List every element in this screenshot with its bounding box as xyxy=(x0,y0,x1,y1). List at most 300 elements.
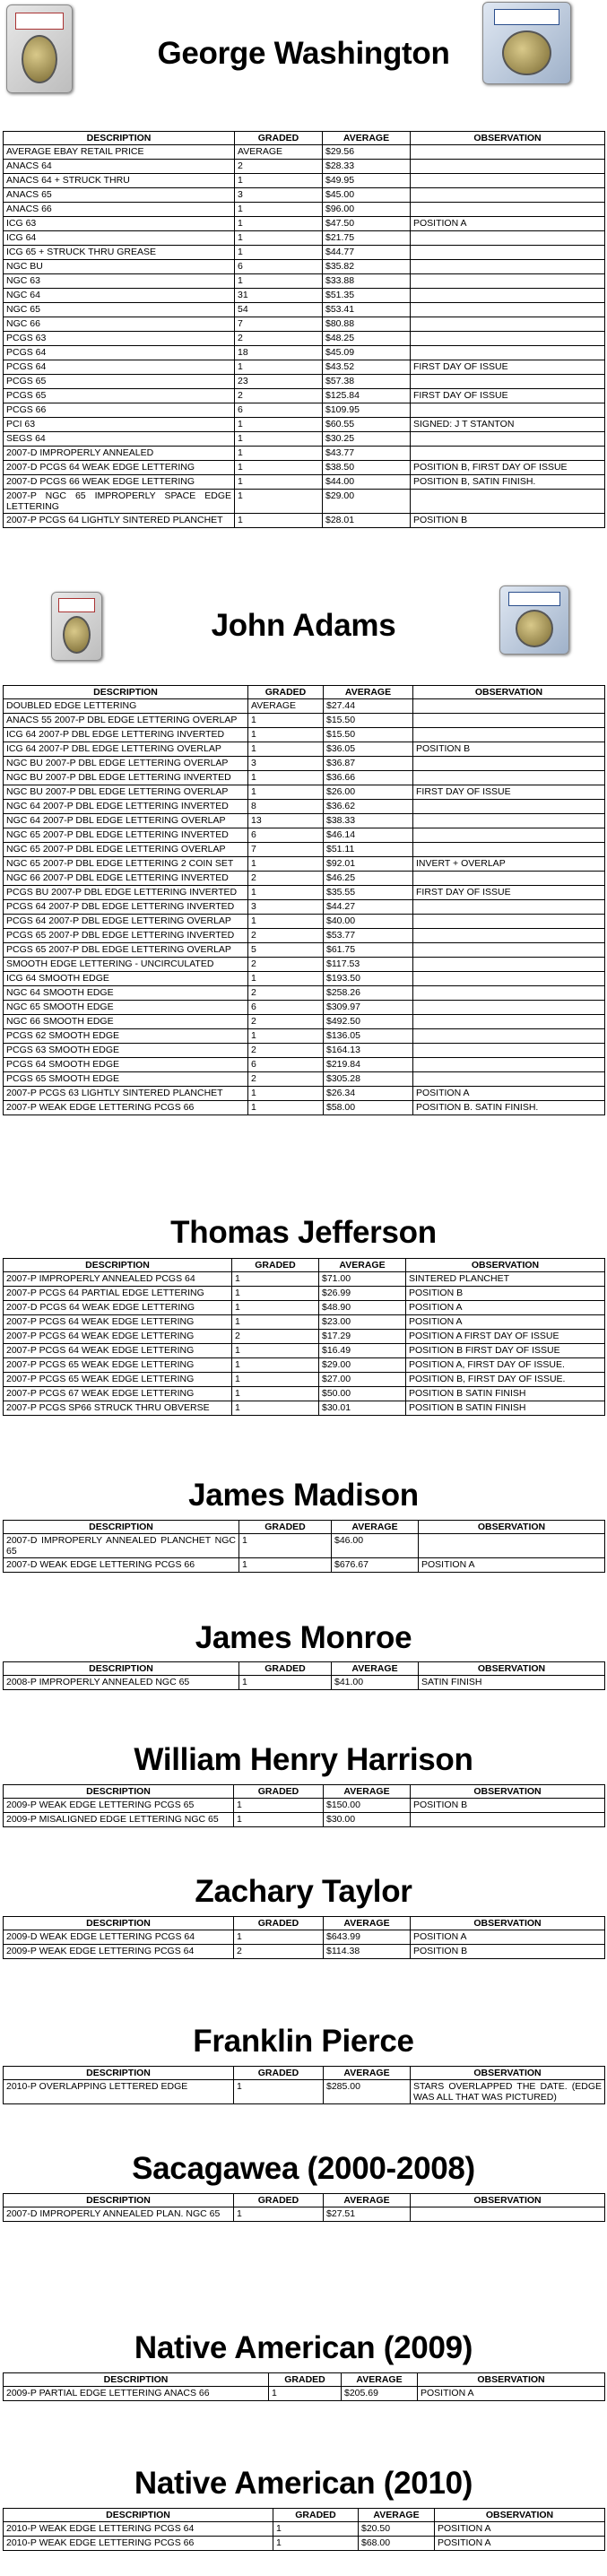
cell-description: PCGS 65 SMOOTH EDGE xyxy=(4,1072,248,1087)
table-row xyxy=(4,274,605,289)
cell-description: NGC BU xyxy=(4,260,235,274)
cell-graded: 3 xyxy=(248,757,324,771)
table-row xyxy=(4,1387,605,1401)
john-adams-price-table xyxy=(3,685,605,1115)
column-header-average: AVERAGE xyxy=(359,2509,435,2522)
cell-average: $44.00 xyxy=(323,475,411,490)
cell-graded: 2 xyxy=(248,986,324,1001)
table-row xyxy=(4,418,605,432)
cell-description: 2007-P PCGS 64 PARTIAL EDGE LETTERING xyxy=(4,1287,232,1301)
cell-description: 2008-P IMPROPERLY ANNEALED NGC 65 xyxy=(4,1676,239,1690)
cell-observation: POSITION B xyxy=(411,1945,605,1959)
cell-observation xyxy=(413,972,605,986)
cell-observation: POSITION A xyxy=(406,1301,605,1315)
cell-average: $58.00 xyxy=(324,1101,413,1115)
column-header-graded: GRADED xyxy=(234,1785,324,1799)
table-row xyxy=(4,432,605,447)
cell-graded: 1 xyxy=(235,360,323,375)
cell-graded: 6 xyxy=(248,1058,324,1072)
cell-average: $30.00 xyxy=(324,1813,411,1827)
cell-observation xyxy=(413,958,605,972)
cell-graded: 1 xyxy=(248,785,324,800)
column-header-graded: GRADED xyxy=(239,1662,332,1676)
james-monroe-price-table xyxy=(3,1661,605,1690)
cell-description: 2009-P WEAK EDGE LETTERING PCGS 64 xyxy=(4,1945,234,1959)
cell-observation: INVERT + OVERLAP xyxy=(413,857,605,872)
cell-average: $29.56 xyxy=(323,145,411,160)
cell-average: $117.53 xyxy=(324,958,413,972)
cell-average: $71.00 xyxy=(319,1272,406,1287)
table-row xyxy=(4,1344,605,1358)
cell-observation xyxy=(411,145,605,160)
cell-observation: STARS OVERLAPPED THE DATE. (EDGE WAS ALL THAT WAS PICTURED) xyxy=(411,2080,605,2104)
cell-graded: 1 xyxy=(235,447,323,461)
column-header-description: DESCRIPTION xyxy=(4,1917,234,1930)
cell-description: 2010-P WEAK EDGE LETTERING PCGS 66 xyxy=(4,2537,273,2551)
cell-observation xyxy=(413,1058,605,1072)
cell-average: $36.87 xyxy=(324,757,413,771)
cell-observation xyxy=(413,943,605,958)
cell-graded: 8 xyxy=(248,800,324,814)
cell-description: NGC 65 xyxy=(4,303,235,317)
cell-observation xyxy=(413,1015,605,1029)
cell-average: $51.35 xyxy=(323,289,411,303)
table-row xyxy=(4,360,605,375)
cell-description: NGC 64 2007-P DBL EDGE LETTERING INVERTED xyxy=(4,800,248,814)
table-header-row xyxy=(4,686,605,699)
table-row xyxy=(4,785,605,800)
cell-observation xyxy=(411,231,605,246)
cell-average: $309.97 xyxy=(324,1001,413,1015)
cell-average: $50.00 xyxy=(319,1387,406,1401)
cell-description: SEGS 64 xyxy=(4,432,235,447)
column-header-observation: OBSERVATION xyxy=(419,1521,605,1534)
table-row xyxy=(4,771,605,785)
cell-average: $125.84 xyxy=(323,389,411,403)
cell-graded: 2 xyxy=(248,1044,324,1058)
cell-graded: 1 xyxy=(235,418,323,432)
cell-observation xyxy=(411,317,605,332)
table-row xyxy=(4,958,605,972)
cell-description: 2007-P PCGS 64 LIGHTLY SINTERED PLANCHET xyxy=(4,514,235,528)
table-row xyxy=(4,1015,605,1029)
cell-description: PCGS 62 SMOOTH EDGE xyxy=(4,1029,248,1044)
cell-description: 2007-P PCGS 65 WEAK EDGE LETTERING xyxy=(4,1373,232,1387)
cell-graded: 6 xyxy=(235,260,323,274)
table-row xyxy=(4,1676,605,1690)
cell-average: $27.51 xyxy=(324,2207,411,2222)
cell-observation xyxy=(411,375,605,389)
cell-graded: 1 xyxy=(235,475,323,490)
william-henry-harrison-price-table xyxy=(3,1784,605,1827)
table-row xyxy=(4,1072,605,1087)
cell-average: $53.41 xyxy=(323,303,411,317)
table-row xyxy=(4,972,605,986)
cell-description: PCI 63 xyxy=(4,418,235,432)
table-row xyxy=(4,714,605,728)
cell-description: ICG 65 + STRUCK THRU GREASE xyxy=(4,246,235,260)
table-header-row xyxy=(4,2194,605,2207)
cell-average: $193.50 xyxy=(324,972,413,986)
cell-graded: 1 xyxy=(232,1401,319,1416)
cell-graded: 1 xyxy=(248,972,324,986)
table-row xyxy=(4,1930,605,1945)
cell-average: $41.00 xyxy=(332,1676,419,1690)
column-header-average: AVERAGE xyxy=(332,1521,419,1534)
column-header-description: DESCRIPTION xyxy=(4,132,235,145)
cell-description: 2007-D PCGS 66 WEAK EDGE LETTERING xyxy=(4,475,235,490)
column-header-average: AVERAGE xyxy=(324,2067,411,2080)
cell-observation: POSITION B FIRST DAY OF ISSUE xyxy=(406,1344,605,1358)
thomas-jefferson-title: Thomas Jefferson xyxy=(170,1215,437,1250)
table-header-row xyxy=(4,1662,605,1676)
cell-description: PCGS 65 2007-P DBL EDGE LETTERING INVERTED xyxy=(4,929,248,943)
cell-observation xyxy=(413,915,605,929)
table-row xyxy=(4,1087,605,1101)
table-row xyxy=(4,188,605,203)
table-row xyxy=(4,289,605,303)
cell-graded: 1 xyxy=(235,246,323,260)
cell-graded: 2 xyxy=(234,1945,324,1959)
cell-observation: POSITION B, SATIN FINISH. xyxy=(411,475,605,490)
cell-observation: POSITION B xyxy=(413,742,605,757)
cell-observation xyxy=(411,188,605,203)
cell-observation xyxy=(413,814,605,828)
table-row xyxy=(4,728,605,742)
cell-description: 2007-P PCGS SP66 STRUCK THRU OBVERSE xyxy=(4,1401,232,1416)
table-row xyxy=(4,828,605,843)
cell-observation: FIRST DAY OF ISSUE xyxy=(413,886,605,900)
william-henry-harrison-title: William Henry Harrison xyxy=(134,1742,473,1777)
cell-average: $36.66 xyxy=(324,771,413,785)
cell-observation xyxy=(413,771,605,785)
cell-description: PCGS 65 2007-P DBL EDGE LETTERING OVERLAP xyxy=(4,943,248,958)
cell-average: $29.00 xyxy=(319,1358,406,1373)
cell-description: ICG 63 xyxy=(4,217,235,231)
column-header-graded: GRADED xyxy=(235,132,323,145)
table-row xyxy=(4,490,605,514)
table-row xyxy=(4,389,605,403)
table-row xyxy=(4,699,605,714)
cell-average: $29.00 xyxy=(323,490,411,514)
cell-average: $21.75 xyxy=(323,231,411,246)
cell-average: $30.01 xyxy=(319,1401,406,1416)
cell-graded: 1 xyxy=(235,231,323,246)
cell-description: 2009-P MISALIGNED EDGE LETTERING NGC 65 xyxy=(4,1813,234,1827)
cell-graded: 1 xyxy=(248,771,324,785)
column-header-observation: OBSERVATION xyxy=(406,1259,605,1272)
native-american-2009-title: Native American (2009) xyxy=(134,2330,473,2365)
cell-description: NGC 66 SMOOTH EDGE xyxy=(4,1015,248,1029)
cell-graded: 6 xyxy=(248,1001,324,1015)
cell-graded: 1 xyxy=(248,742,324,757)
cell-description: PCGS 64 2007-P DBL EDGE LETTERING OVERLAP xyxy=(4,915,248,929)
cell-average: $305.28 xyxy=(324,1072,413,1087)
column-header-average: AVERAGE xyxy=(324,1917,411,1930)
cell-average: $48.25 xyxy=(323,332,411,346)
cell-description: AVERAGE EBAY RETAIL PRICE xyxy=(4,145,235,160)
table-row xyxy=(4,231,605,246)
cell-description: 2007-P PCGS 64 WEAK EDGE LETTERING xyxy=(4,1315,232,1330)
cell-average: $30.25 xyxy=(323,432,411,447)
cell-graded: 2 xyxy=(232,1330,319,1344)
cell-observation xyxy=(411,346,605,360)
table-row xyxy=(4,1945,605,1959)
cell-average: $33.88 xyxy=(323,274,411,289)
sacagawea-2000-2008-title: Sacagawea (2000-2008) xyxy=(132,2151,475,2186)
cell-description: ICG 64 SMOOTH EDGE xyxy=(4,972,248,986)
cell-average: $150.00 xyxy=(324,1799,411,1813)
cell-observation xyxy=(413,1001,605,1015)
table-row xyxy=(4,1373,605,1387)
cell-observation: SIGNED: J T STANTON xyxy=(411,418,605,432)
table-row xyxy=(4,461,605,475)
cell-description: 2010-P WEAK EDGE LETTERING PCGS 64 xyxy=(4,2522,273,2537)
cell-average: $51.11 xyxy=(324,843,413,857)
cell-observation: POSITION B, FIRST DAY OF ISSUE xyxy=(411,461,605,475)
cell-observation: FIRST DAY OF ISSUE xyxy=(411,360,605,375)
cell-observation: POSITION B, FIRST DAY OF ISSUE. xyxy=(406,1373,605,1387)
table-row xyxy=(4,900,605,915)
cell-observation: POSITION B. SATIN FINISH. xyxy=(413,1101,605,1115)
cell-graded: 1 xyxy=(248,915,324,929)
cell-average: $68.00 xyxy=(359,2537,435,2551)
cell-average: $60.55 xyxy=(323,418,411,432)
sacagawea-2000-2008-price-table xyxy=(3,2193,605,2222)
cell-average: $35.55 xyxy=(324,886,413,900)
cell-description: NGC 63 xyxy=(4,274,235,289)
table-row xyxy=(4,1029,605,1044)
table-header-row xyxy=(4,132,605,145)
cell-graded: 1 xyxy=(232,1358,319,1373)
cell-observation xyxy=(413,1072,605,1087)
column-header-description: DESCRIPTION xyxy=(4,2067,234,2080)
cell-observation xyxy=(411,447,605,461)
cell-average: $17.29 xyxy=(319,1330,406,1344)
cell-description: PCGS 64 xyxy=(4,360,235,375)
cell-observation xyxy=(411,490,605,514)
cell-description: 2007-D IMPROPERLY ANNEALED xyxy=(4,447,235,461)
cell-average: $49.95 xyxy=(323,174,411,188)
table-row xyxy=(4,217,605,231)
cell-graded: 1 xyxy=(232,1387,319,1401)
cell-description: 2007-P IMPROPERLY ANNEALED PCGS 64 xyxy=(4,1272,232,1287)
franklin-pierce-title: Franklin Pierce xyxy=(193,2024,414,2059)
cell-description: PCGS 66 xyxy=(4,403,235,418)
column-header-description: DESCRIPTION xyxy=(4,1521,239,1534)
column-header-graded: GRADED xyxy=(234,2194,324,2207)
cell-graded: 2 xyxy=(235,332,323,346)
table-header-row xyxy=(4,2373,605,2387)
column-header-graded: GRADED xyxy=(234,1917,324,1930)
cell-observation: FIRST DAY OF ISSUE xyxy=(411,389,605,403)
cell-description: 2009-P PARTIAL EDGE LETTERING ANACS 66 xyxy=(4,2387,269,2401)
table-row xyxy=(4,246,605,260)
cell-observation xyxy=(413,1029,605,1044)
table-row xyxy=(4,2080,605,2104)
cell-observation xyxy=(413,757,605,771)
table-row xyxy=(4,2537,605,2551)
cell-description: ANACS 64 xyxy=(4,160,235,174)
table-row xyxy=(4,986,605,1001)
cell-description: NGC BU 2007-P DBL EDGE LETTERING OVERLAP xyxy=(4,785,248,800)
cell-graded: 31 xyxy=(235,289,323,303)
cell-graded: 1 xyxy=(234,2080,324,2104)
cell-description: NGC 65 2007-P DBL EDGE LETTERING OVERLAP xyxy=(4,843,248,857)
column-header-graded: GRADED xyxy=(232,1259,319,1272)
cell-description: PCGS 64 2007-P DBL EDGE LETTERING INVERTED xyxy=(4,900,248,915)
cell-description: 2007-P WEAK EDGE LETTERING PCGS 66 xyxy=(4,1101,248,1115)
table-row xyxy=(4,1401,605,1416)
cell-graded: 7 xyxy=(248,843,324,857)
cell-average: $44.27 xyxy=(324,900,413,915)
table-row xyxy=(4,1044,605,1058)
column-header-observation: OBSERVATION xyxy=(418,2373,605,2387)
cell-description: 2007-P NGC 65 IMPROPERLY SPACE EDGE LETTERING xyxy=(4,490,235,514)
cell-observation xyxy=(413,728,605,742)
cell-description: 2007-P PCGS 64 WEAK EDGE LETTERING xyxy=(4,1330,232,1344)
john-adams-title: John Adams xyxy=(211,608,396,643)
cell-description: NGC 66 xyxy=(4,317,235,332)
cell-observation: POSITION A xyxy=(411,1930,605,1945)
cell-observation xyxy=(411,289,605,303)
cell-graded: 1 xyxy=(234,1799,324,1813)
cell-graded: 1 xyxy=(239,1534,332,1558)
table-row xyxy=(4,1101,605,1115)
cell-average: $164.13 xyxy=(324,1044,413,1058)
cell-description: DOUBLED EDGE LETTERING xyxy=(4,699,248,714)
cell-average: $27.44 xyxy=(324,699,413,714)
table-row xyxy=(4,843,605,857)
cell-graded: 1 xyxy=(235,514,323,528)
cell-average: $40.00 xyxy=(324,915,413,929)
table-row xyxy=(4,943,605,958)
cell-observation xyxy=(411,2207,605,2222)
cell-graded: 6 xyxy=(248,828,324,843)
table-row xyxy=(4,800,605,814)
cell-description: 2007-P PCGS 65 WEAK EDGE LETTERING xyxy=(4,1358,232,1373)
cell-graded: 54 xyxy=(235,303,323,317)
cell-observation xyxy=(413,986,605,1001)
column-header-observation: OBSERVATION xyxy=(435,2509,605,2522)
table-row xyxy=(4,2387,605,2401)
cell-graded: 2 xyxy=(248,1015,324,1029)
cell-description: NGC BU 2007-P DBL EDGE LETTERING OVERLAP xyxy=(4,757,248,771)
column-header-average: AVERAGE xyxy=(324,1785,411,1799)
cell-description: SMOOTH EDGE LETTERING - UNCIRCULATED xyxy=(4,958,248,972)
cell-description: ANACS 55 2007-P DBL EDGE LETTERING OVERLAP xyxy=(4,714,248,728)
column-header-observation: OBSERVATION xyxy=(411,1785,605,1799)
cell-graded: 1 xyxy=(248,714,324,728)
cell-average: $46.00 xyxy=(332,1534,419,1558)
cell-observation: POSITION B xyxy=(411,514,605,528)
cell-description: PCGS 63 xyxy=(4,332,235,346)
cell-graded: 3 xyxy=(248,900,324,915)
zachary-taylor-title: Zachary Taylor xyxy=(195,1874,412,1909)
cell-description: NGC 66 2007-P DBL EDGE LETTERING INVERTED xyxy=(4,872,248,886)
cell-graded: 1 xyxy=(269,2387,342,2401)
cell-average: $45.09 xyxy=(323,346,411,360)
cell-average: $92.01 xyxy=(324,857,413,872)
cell-graded: 2 xyxy=(248,958,324,972)
cell-observation xyxy=(411,174,605,188)
cell-observation: POSITION A xyxy=(411,217,605,231)
cell-observation xyxy=(411,203,605,217)
cell-average: $136.05 xyxy=(324,1029,413,1044)
cell-average: $44.77 xyxy=(323,246,411,260)
cell-observation xyxy=(411,160,605,174)
cell-observation xyxy=(411,403,605,418)
cell-description: 2007-D WEAK EDGE LETTERING PCGS 66 xyxy=(4,1558,239,1573)
table-row xyxy=(4,1558,605,1573)
column-header-average: AVERAGE xyxy=(324,686,413,699)
cell-average: $114.38 xyxy=(324,1945,411,1959)
table-row xyxy=(4,203,605,217)
cell-graded: AVERAGE xyxy=(235,145,323,160)
cell-observation: POSITION B SATIN FINISH xyxy=(406,1387,605,1401)
cell-description: ANACS 66 xyxy=(4,203,235,217)
table-row xyxy=(4,346,605,360)
zachary-taylor-price-table xyxy=(3,1916,605,1959)
cell-graded: 1 xyxy=(235,217,323,231)
table-row xyxy=(4,1358,605,1373)
cell-description: ICG 64 2007-P DBL EDGE LETTERING OVERLAP xyxy=(4,742,248,757)
column-header-graded: GRADED xyxy=(269,2373,342,2387)
table-row xyxy=(4,2207,605,2222)
cell-graded: 1 xyxy=(273,2522,359,2537)
cell-graded: 7 xyxy=(235,317,323,332)
thomas-jefferson-price-table xyxy=(3,1258,605,1416)
cell-average: $28.01 xyxy=(323,514,411,528)
cell-graded: 1 xyxy=(248,1029,324,1044)
table-row xyxy=(4,1799,605,1813)
cell-average: $492.50 xyxy=(324,1015,413,1029)
cell-description: 2007-P PCGS 63 LIGHTLY SINTERED PLANCHET xyxy=(4,1087,248,1101)
cell-average: $20.50 xyxy=(359,2522,435,2537)
cell-graded: 1 xyxy=(248,1087,324,1101)
cell-description: 2007-D IMPROPERLY ANNEALED PLANCHET NGC 65 xyxy=(4,1534,239,1558)
table-row xyxy=(4,886,605,900)
column-header-graded: GRADED xyxy=(234,2067,324,2080)
table-header-row xyxy=(4,2509,605,2522)
cell-observation: POSITION B SATIN FINISH xyxy=(406,1401,605,1416)
table-header-row xyxy=(4,1259,605,1272)
george-washington-title: George Washington xyxy=(157,36,450,71)
cell-average: $285.00 xyxy=(324,2080,411,2104)
column-header-observation: OBSERVATION xyxy=(411,2067,605,2080)
native-american-2010-title: Native American (2010) xyxy=(134,2466,473,2501)
table-row xyxy=(4,757,605,771)
james-monroe-title: James Monroe xyxy=(195,1620,412,1655)
cell-graded: 1 xyxy=(235,490,323,514)
cell-description: 2007-P PCGS 64 WEAK EDGE LETTERING xyxy=(4,1344,232,1358)
cell-average: $109.95 xyxy=(323,403,411,418)
cell-description: PCGS BU 2007-P DBL EDGE LETTERING INVERTED xyxy=(4,886,248,900)
cell-description: ICG 64 xyxy=(4,231,235,246)
column-header-graded: GRADED xyxy=(248,686,324,699)
cell-observation xyxy=(413,800,605,814)
cell-graded: 1 xyxy=(232,1344,319,1358)
cell-description: NGC BU 2007-P DBL EDGE LETTERING INVERTED xyxy=(4,771,248,785)
table-row xyxy=(4,1058,605,1072)
cell-graded: 1 xyxy=(239,1558,332,1573)
table-header-row xyxy=(4,1521,605,1534)
table-row xyxy=(4,857,605,872)
cell-observation xyxy=(411,432,605,447)
cell-average: $36.62 xyxy=(324,800,413,814)
table-row xyxy=(4,2522,605,2537)
cell-observation: POSITION B xyxy=(406,1287,605,1301)
